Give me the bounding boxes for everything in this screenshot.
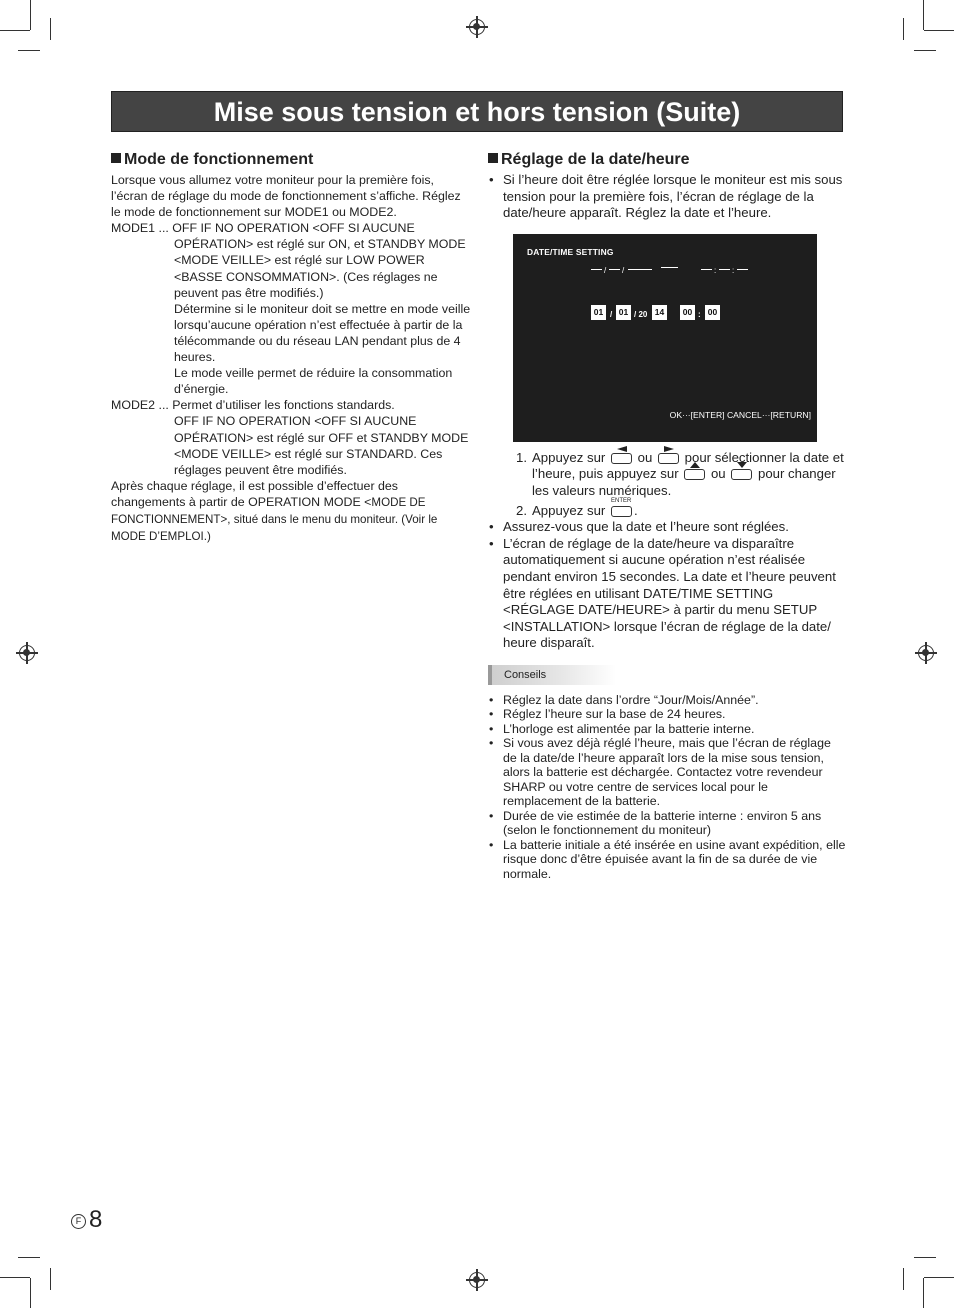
square-bullet-icon <box>111 153 121 163</box>
bullet-item: • Si l’heure doit être réglée lorsque le moniteur est mis sous tension pour la première fois, l’écran de réglage de la date/heure apparaît. Réglez la date et l’heure. <box>488 172 846 222</box>
operation-mode-section <box>111 150 473 545</box>
page-title: Mise sous tension et hors tension (Suite) <box>111 91 843 132</box>
section-heading: Mode de fonctionnement <box>111 150 473 170</box>
registration-target-icon <box>918 645 934 661</box>
time-placeholder-line <box>737 269 748 270</box>
up-arrow-key-icon <box>684 469 705 480</box>
tip-item: • Durée de vie estimée de la batterie interne : environ 5 ans (selon le fonctionnement du moniteur) <box>488 809 846 838</box>
crop-mark <box>50 18 51 40</box>
date-placeholder-line <box>661 267 678 268</box>
square-bullet-icon <box>488 153 498 163</box>
down-arrow-key-icon <box>731 469 752 480</box>
time-separator: : <box>732 265 735 275</box>
right-arrow-key-icon <box>658 453 679 464</box>
step-item: 2. Appuyez sur ENTER . <box>516 497 638 518</box>
hour-field[interactable]: 00 <box>680 305 695 320</box>
date-time-section <box>488 150 846 881</box>
registration-target-icon <box>469 1272 485 1288</box>
crop-mark <box>18 1257 40 1258</box>
section-heading: Réglage de la date/heure <box>488 150 846 170</box>
time-separator: : <box>714 265 717 275</box>
bullet-item: • L’écran de réglage de la date/heure va disparaître automatiquement si aucune opération n’est réalisée pendant environ 15 secondes. La date et l’heure peuvent être réglées en utilisant DATE/TIME SETTING <RÉGLAGE DATE/HEURE> à partir du menu SETUP <INSTALLATION> lorsque l’écran de réglage de la date/ heure disparaît. <box>488 536 846 652</box>
steps-list <box>516 450 846 519</box>
crop-mark <box>923 1278 924 1308</box>
registration-target-icon <box>19 645 35 661</box>
tip-item: • La batterie initiale a été insérée en usine avant expédition, elle risque donc d’être épuisée avant la fin de sa durée de vie normale. <box>488 838 846 882</box>
date-separator: / <box>622 265 625 275</box>
year-field[interactable]: 14 <box>652 305 667 320</box>
date-placeholder-line <box>609 269 620 270</box>
month-field[interactable]: 01 <box>616 305 631 320</box>
date-placeholder-line <box>591 269 602 270</box>
mode1-lead: MODE1 ... OFF IF NO OPERATION <OFF SI AUCUNE <box>111 221 415 236</box>
crop-mark <box>0 30 30 31</box>
date-placeholder-line <box>628 269 652 270</box>
date-separator: / <box>610 309 613 319</box>
minute-field[interactable]: 00 <box>705 305 720 320</box>
tips-list <box>488 693 846 882</box>
crop-mark <box>914 50 936 51</box>
tips-label: Conseils <box>488 665 616 685</box>
enter-key-icon: ENTER <box>611 506 632 517</box>
crop-mark <box>923 0 924 30</box>
crop-mark <box>903 18 904 40</box>
mode2-lead: MODE2 ... Permet d’utiliser les fonctions standards. <box>111 398 395 413</box>
crop-mark <box>50 1268 51 1290</box>
bullet-item: • Assurez-vous que la date et l’heure sont réglées. <box>488 519 846 536</box>
registration-target-icon <box>469 19 485 35</box>
mode1-body: OPÉRATION> est réglé sur ON, et STANDBY MODE <MODE VEILLE> est réglé sur LOW POWER <BASSE CONSOMMATION>. (Ces réglages ne peuvent pas être modifiés.) <box>174 237 466 300</box>
day-field[interactable]: 01 <box>591 305 606 320</box>
language-badge: F <box>71 1214 86 1229</box>
screen-footer: OK···[ENTER] CANCEL···[RETURN] <box>669 410 811 421</box>
crop-mark <box>0 1277 30 1278</box>
crop-mark <box>30 0 31 30</box>
crop-mark <box>18 50 40 51</box>
date-separator: / <box>604 265 607 275</box>
left-arrow-key-icon <box>611 453 632 464</box>
after-settings-text: Après chaque réglage, il est possible d’effectuer des changements à partir de OPERATION MODE <MODE DE FONCTIONNEMENT>, situé dans le menu du moniteur. (Voir le MODE D’EMPLOI.) <box>111 478 438 544</box>
step-item: 1. Appuyez sur ou pour sélectionner la date et l’heure, puis appuyez sur ou pour changer les valeurs numériques. <box>516 450 846 500</box>
intro-text: Lorsque vous allumez votre moniteur pour la première fois, l’écran de réglage du mode de fonctionnement s’affiche. Réglez le mode de fonctionnement sur MODE1 ou MODE2. <box>111 173 461 220</box>
page-number: F 8 <box>71 1207 102 1233</box>
date-time-setting-screen <box>513 234 817 442</box>
mode1-detail: Le mode veille permet de réduire la consommation d’énergie. <box>174 366 453 397</box>
time-separator: : <box>698 309 701 319</box>
mode2-body: OFF IF NO OPERATION <OFF SI AUCUNE OPÉRATION> est réglé sur OFF et STANDBY MODE <MODE VEILLE> est réglé sur STANDARD. Ces réglages peuvent être modifiés. <box>174 414 469 477</box>
tip-item: • Réglez la date dans l’ordre “Jour/Mois/Année”. <box>488 693 846 708</box>
year-prefix: / 20 <box>634 309 648 319</box>
screen-title: DATE/TIME SETTING <box>527 246 614 257</box>
time-placeholder-line <box>701 269 712 270</box>
crop-mark <box>924 30 954 31</box>
crop-mark <box>30 1278 31 1308</box>
tip-item: • L’horloge est alimentée par la batterie interne. <box>488 722 846 737</box>
tip-item: • Réglez l’heure sur la base de 24 heures. <box>488 707 846 722</box>
time-placeholder-line <box>719 269 730 270</box>
tip-item: • Si vous avez déjà réglé l’heure, mais que l’écran de réglage de la date/de l’heure apparaît lors de la mise sous tension, alors la batterie est déchargée. Contactez votre revendeur SHARP ou votre centre de services local pour le remplacement de la batterie. <box>488 736 846 809</box>
crop-mark <box>903 1268 904 1290</box>
mode1-detail: Détermine si le moniteur doit se mettre en mode veille lorsqu’aucune opération n’est effectuée à partir de la télécommande ou du réseau LAN pendant plus de 4 heures. <box>174 301 471 365</box>
crop-mark <box>914 1257 936 1258</box>
crop-mark <box>924 1277 954 1278</box>
